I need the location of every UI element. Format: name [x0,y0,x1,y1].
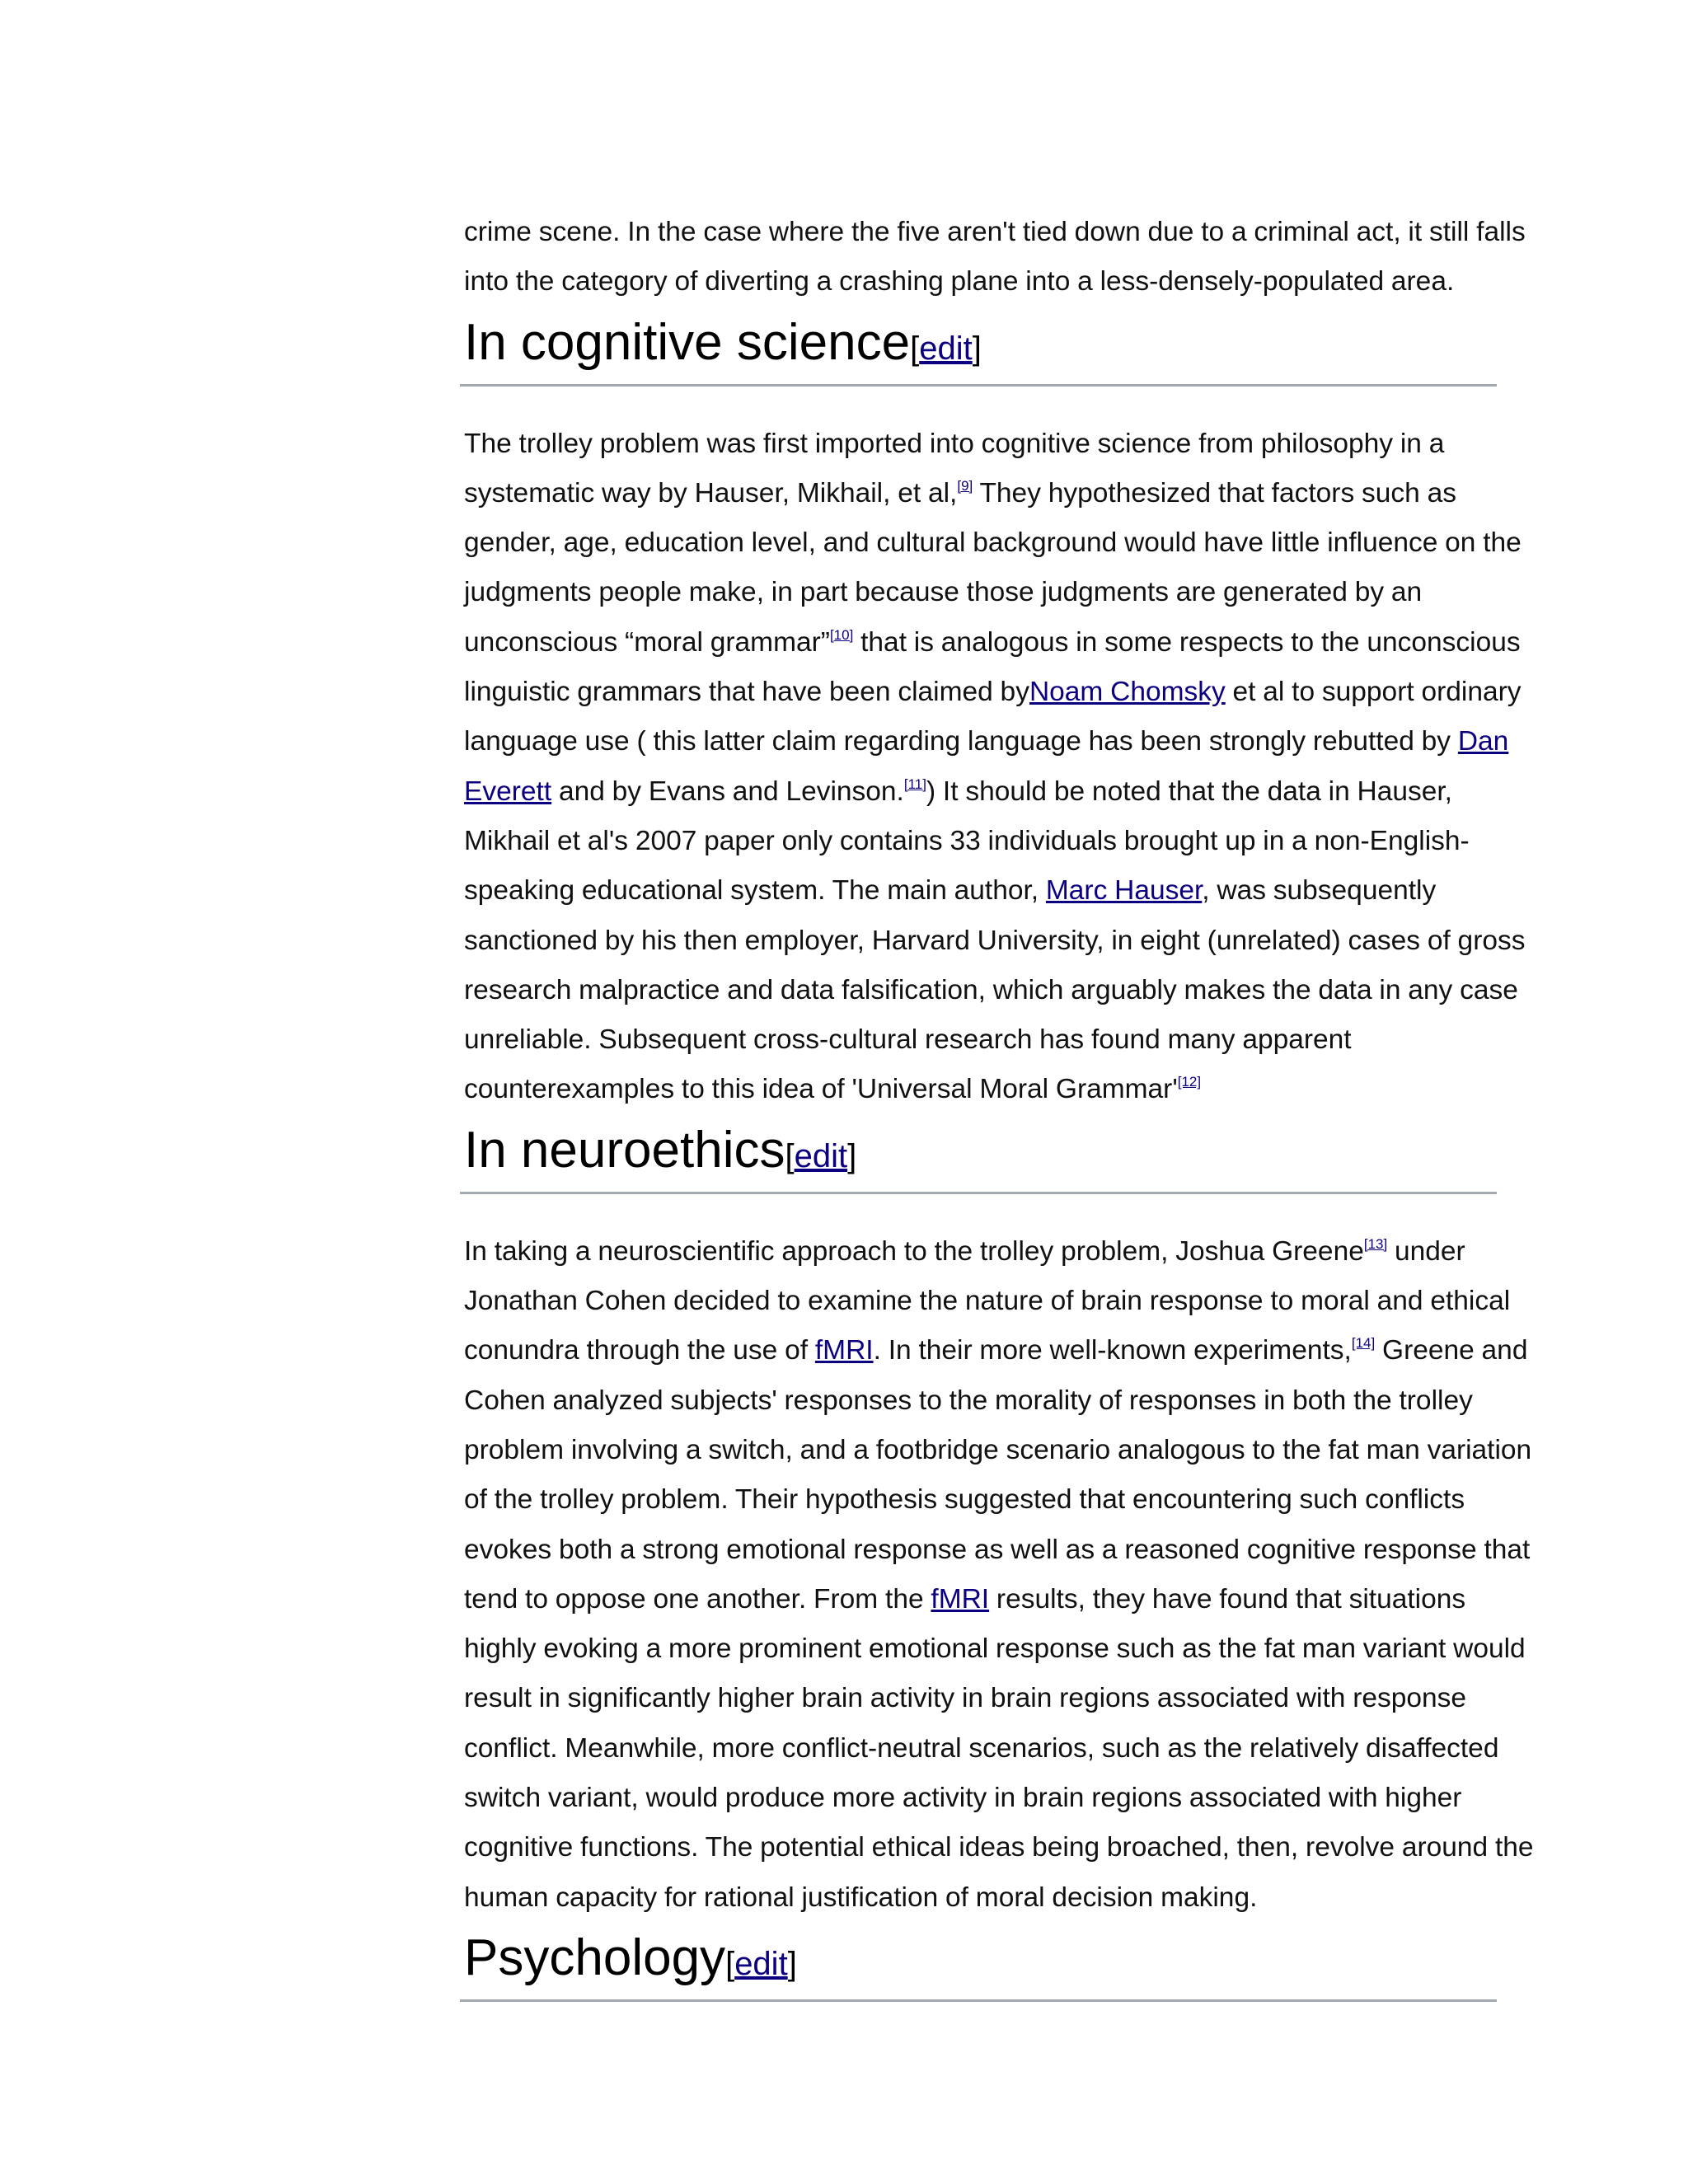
heading-divider [460,1999,1497,2002]
fmri-link[interactable]: fMRI [814,1335,874,1366]
section-cognitive-science [464,307,1498,387]
heading-divider [460,384,1497,387]
text-run: counterexamples to this idea of 'Universal Moral Grammar' [464,1074,1178,1105]
fmri-link-2[interactable]: fMRI [931,1583,990,1615]
text-run: tend to oppose one another. From the [464,1583,931,1615]
text-line: into the category of diverting a crashing plane into a less-densely-populated area. [464,266,1455,298]
text-line: of the trolley problem. Their hypothesis suggested that encountering such conflicts [464,1484,1465,1516]
text-line [464,1575,1498,1624]
text-line [464,469,1498,518]
text-run: They hypothesized that factors such as [973,477,1456,509]
text-run: that is analogous in some respects to the unconscious [853,626,1521,658]
dan-everett-link[interactable]: Dan [1457,726,1509,757]
heading-title: Psychology [464,1929,726,1986]
dan-everett-link-cont[interactable]: Everett [464,776,552,807]
section-heading [464,307,1498,384]
heading-title: In neuroethics [464,1121,785,1179]
text-run: systematic way by Hauser, Mikhail, et al, [464,477,958,509]
marc-hauser-link[interactable]: Marc Hauser [1045,875,1203,907]
text-line: unreliable. Subsequent cross-cultural research has found many apparent [464,1024,1352,1056]
text-line [464,618,1521,668]
edit-link[interactable]: edit [919,330,973,367]
text-line: conflict. Meanwhile, more conflict-neutral scenarios, such as the relatively disaffected [464,1732,1499,1764]
text-run: . In their more well-known experiments, [873,1335,1352,1366]
text-line: problem involving a switch, and a footbridge scenario analogous to the fat man variation [464,1434,1532,1465]
intro-paragraph [464,208,1526,307]
text-line: Jonathan Cohen decided to examine the nature of brain response to moral and ethical [464,1286,1511,1317]
text-run: et al to support ordinary [1225,677,1522,708]
text-line: Cohen analyzed subjects' responses to the morality of responses in both the trolley [464,1385,1473,1416]
text-line: gender, age, education level, and cultural background would have little influence on the [464,527,1522,559]
text-run: , was subsequently [1202,875,1437,907]
text-line: crime scene. In the case where the five aren't tied down due to a criminal act, it still falls [464,217,1526,247]
text-run: results, they have found that situations [989,1583,1466,1615]
text-line: cognitive functions. The potential ethical ideas being broached, then, revolve around the [464,1832,1534,1863]
edit-link[interactable]: edit [734,1945,788,1982]
text-line [464,767,1498,817]
citation-11-link[interactable]: [11] [903,776,926,792]
text-line [464,1227,1498,1277]
cognitive-paragraph [464,419,1526,1115]
text-line: sanctioned by his then employer, Harvard University, in eight (unrelated) cases of gross [464,925,1526,956]
citation-12-link[interactable]: [12] [1177,1074,1202,1090]
neuroethics-paragraph [464,1227,1534,1923]
text-line: The trolley problem was first imported into cognitive science from philosophy in a [464,428,1445,459]
text-run: In taking a neuroscientific approach to the trolley problem, Joshua Greene [464,1235,1364,1267]
text-line [464,668,1522,717]
citation-9-link[interactable]: [9] [957,477,973,494]
edit-section-link: [edit] [725,1945,797,1982]
text-run: speaking educational system. The main author, [464,875,1046,907]
edit-section-link: [edit] [910,330,982,367]
edit-link[interactable]: edit [794,1137,848,1174]
text-line: highly evoking a more prominent emotional response such as the fat man variant would [464,1633,1526,1665]
section-heading [464,1923,1498,1999]
text-line: evokes both a strong emotional response as well as a reasoned cognitive response that [464,1534,1531,1565]
citation-14-link[interactable]: [14] [1351,1335,1376,1352]
heading-title: In cognitive science [464,313,911,371]
section-psychology [464,1923,1498,2002]
text-line: Mikhail et al's 2007 paper only contains 33 individuals brought up in a non-English- [464,825,1470,856]
text-line [464,717,1509,766]
heading-divider [460,1192,1497,1194]
section-neuroethics [464,1115,1498,1194]
section-heading [464,1115,1498,1192]
text-run: and by Evans and Levinson. [551,776,904,807]
text-line: result in significantly higher brain activity in brain regions associated with response [464,1683,1467,1714]
text-line [464,866,1498,916]
citation-13-link[interactable]: [13] [1363,1235,1388,1252]
text-line: research malpractice and data falsification, which arguably makes the data in any case [464,974,1518,1005]
text-run: ) It should be noted that the data in Hauser, [926,776,1452,807]
text-run: linguistic grammars that have been claimed by [464,677,1029,708]
citation-10-link[interactable]: [10] [829,626,854,643]
text-line [464,1065,1498,1114]
text-run: conundra through the use of [464,1335,815,1366]
text-run: under [1387,1235,1465,1267]
text-line: switch variant, would produce more activity in brain regions associated with higher [464,1783,1462,1814]
text-line: judgments people make, in part because those judgments are generated by an [464,577,1423,608]
text-run: unconscious “moral grammar” [464,626,830,658]
edit-section-link: [edit] [785,1137,857,1174]
noam-chomsky-link[interactable]: Noam Chomsky [1029,677,1226,708]
text-line: human capacity for rational justification of moral decision making. [464,1882,1258,1913]
text-run: Greene and [1375,1335,1528,1366]
text-line [464,1326,1528,1376]
text-run: language use ( this latter claim regarding language has been strongly rebutted by [464,726,1458,757]
article-content [464,208,1534,2002]
